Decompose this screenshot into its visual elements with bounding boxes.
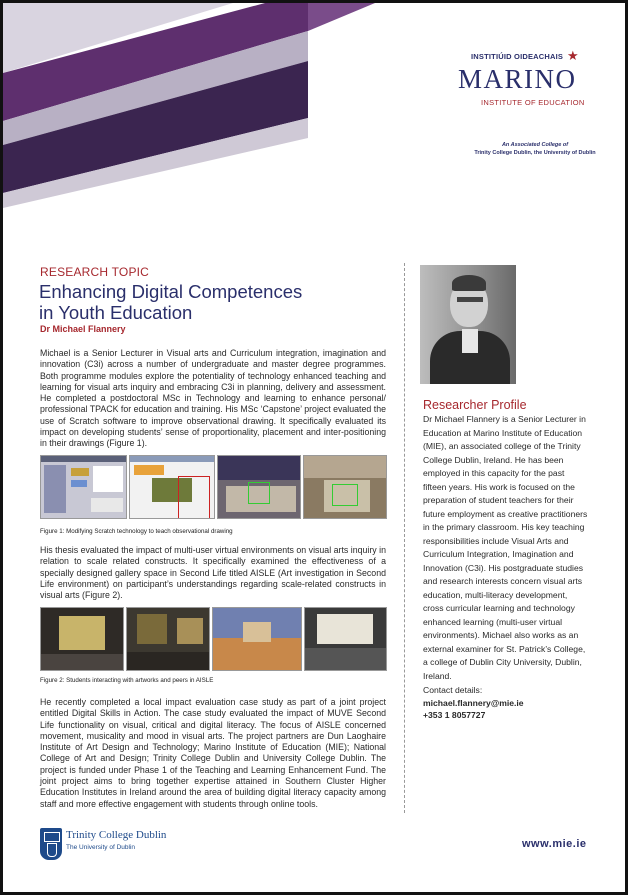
profile-line: employed in this capacity for the past <box>423 468 565 478</box>
article-title <box>39 281 302 323</box>
profile-heading: Researcher Profile <box>423 398 527 412</box>
figure1-screenshot-2 <box>129 455 215 519</box>
header-bands <box>3 3 625 253</box>
profile-line: College Dublin, Ireland. He has been <box>423 454 564 465</box>
star-icon: ★ <box>567 48 579 63</box>
author-name: Dr Michael Flannery <box>40 324 126 334</box>
profile-line: Education at Marino Institute of Education <box>423 427 583 438</box>
tcd-name: Trinity College Dublin <box>66 829 167 841</box>
profile-line: enhanced learning (multi-user virtual <box>423 616 563 627</box>
affiliation-line-1: An Associated College of <box>501 142 569 148</box>
title-line-2: in Youth Education <box>39 302 193 323</box>
research-topic-kicker: RESEARCH TOPIC <box>40 265 150 279</box>
tcd-subtitle: The University of Dublin <box>66 844 135 851</box>
profile-line: preparation of student teachers for their <box>423 495 574 505</box>
figure1-caption: Figure 1: Modifying Scratch technology to teach observational drawing <box>40 528 233 535</box>
profile-line: fifteen years. His work is focused on the <box>423 481 575 492</box>
figure1-screenshot-3 <box>217 455 301 519</box>
profile-line: and research interests concern visual arts <box>423 576 583 586</box>
tcd-crest-icon <box>40 828 62 860</box>
profile-line: Dr Michael Flannery is a Senior Lecturer in <box>423 414 586 424</box>
contact-block <box>423 684 608 722</box>
profile-line: cross curricular learning and technology <box>423 603 575 613</box>
column-divider <box>404 263 405 813</box>
logo-irish-text: INSTITIÚID OIDEACHAIS <box>471 52 564 61</box>
profile-line: a college of Dublin City University, Dublin, <box>423 657 582 667</box>
figure1-screenshot-1 <box>40 455 127 519</box>
paragraph-3: He recently completed a local impact evaluation case study as part of a joint project entitled Digital Skills in Action. The case study evaluated the impact of MUVE Second Life functionality on visual, critical and digital literacy. The focus of AISLE concerned movement, musicality and mood in visual arts. The project partners are Dun Laoghaire Institute of Art Design and Technology; Marino Institute of Education (MIE); National College of Art and Design; Trinity College Dublin and University College Dublin. The project is funded under Phase 1 of the Teaching and Learning Enhancement Fund. The joint project aims to bring together expertise attained in Southern Cluster Higher Education Institutes in Ireland around the area of building digital literacy capacity among staff and more effective engagement with students through online tools. <box>40 697 386 809</box>
profile-line: responsibilities include Visual Arts and <box>423 535 569 546</box>
profile-line: Curriculum Integration, Imagination and <box>423 549 574 559</box>
profile-line: external examiner for St. Patrick’s College, <box>423 643 586 654</box>
paragraph-2: His thesis evaluated the impact of multi-user virtual environments on visual arts inquiry in relation to scale related constructs. It specifically examined the effectiveness of a specially designed gallery space in Second Life titled AISLE (Art investigation in Second Life environment) on participant’s understandings regarding scale-related constructs in visual arts (Figure 2). <box>40 545 386 601</box>
website-link[interactable]: www.mie.ie <box>522 838 587 850</box>
figure1-screenshot-4 <box>303 455 387 519</box>
contact-email[interactable]: michael.flannery@mie.ie <box>423 697 524 708</box>
figure2-caption: Figure 2: Students interacting with artworks and peers in AISLE <box>40 677 214 684</box>
figure2-screenshot-4 <box>304 607 387 671</box>
figure2-screenshot-3 <box>212 607 302 671</box>
figure2-screenshot-1 <box>40 607 124 671</box>
profile-text <box>423 413 608 683</box>
profile-line: future employment as creative practitioners <box>423 508 588 519</box>
figure2-screenshot-2 <box>126 607 210 671</box>
paragraph-1: Michael is a Senior Lecturer in Visual arts and Curriculum integration, imagination and innovation (C3i) across a number of undergraduate and master degree programmes. Both programme modules explore the potentiality of technology enhanced teaching and learning for visual arts inquiry and embracing C3i in planning, delivery and assessment. He completed a postdoctoral MSc in Technology and learning to enhance personal/ professional TPACK for education and training. His MSc ‘Capstone’ project evaluated the use of Scratch software to improve observational drawing. It specifically evaluated its impact on developing students’ sense of proportionality, placement and inter-positioning in their drawings (Figure 1). <box>40 348 386 449</box>
title-line-1: Enhancing Digital Competences <box>39 281 303 302</box>
affiliation <box>455 141 615 157</box>
profile-line: in the primary classroom. His key teaching <box>423 522 585 532</box>
contact-label: Contact details: <box>423 685 483 695</box>
logo-name-text: MARINO <box>458 64 577 94</box>
profile-line: education, multi-literacy development, <box>423 589 568 600</box>
profile-line: environments). Michael also works as an <box>423 630 579 640</box>
profile-line: Innovation (C3i). His postgraduate studies <box>423 562 584 573</box>
researcher-portrait <box>420 265 516 384</box>
profile-line: Ireland. <box>423 670 452 681</box>
affiliation-line-2: Trinity College Dublin, the University of Dublin <box>474 150 596 156</box>
profile-line: (MIE), an associated college of the Trinity <box>423 441 581 451</box>
contact-phone: +353 1 8057727 <box>423 710 486 720</box>
logo-sub-text: INSTITUTE OF EDUCATION <box>481 98 585 107</box>
